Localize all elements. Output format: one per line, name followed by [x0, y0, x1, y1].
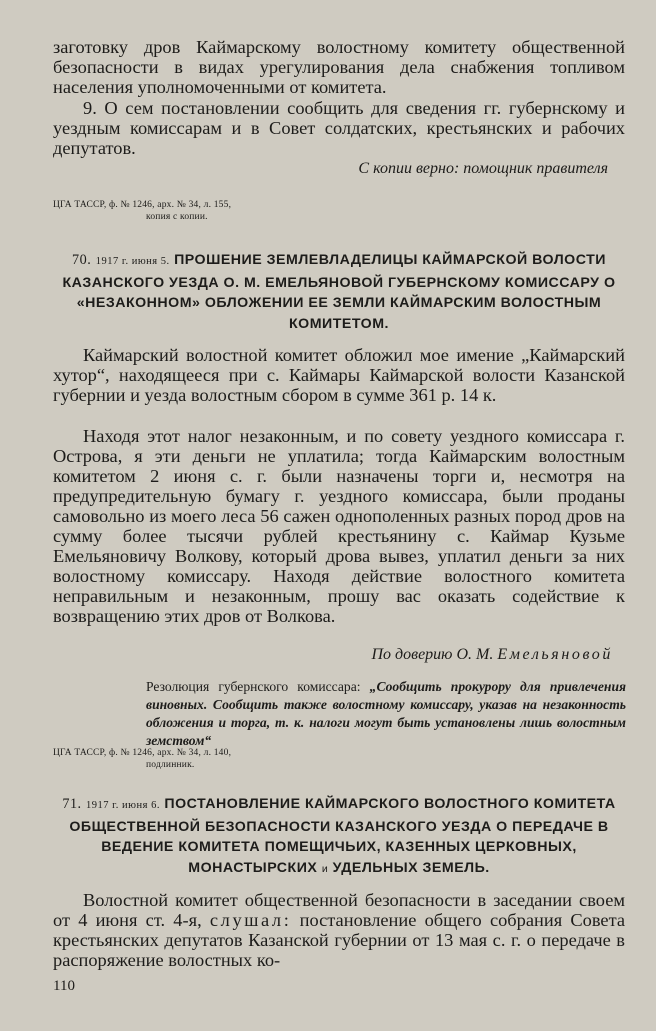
doc71-paragraph [53, 890, 625, 970]
doc70-signature [371, 645, 613, 665]
doc-title: ПРОШЕНИЕ ЗЕМЛЕВЛАДЕЛИЦЫ КАЙМАРСКОЙ ВОЛОСТИ КАЗАНСКОГО УЕЗДА О. М. ЕМЕЛЬЯНОВОЙ ГУБЕРНСКОМУ КОМИССАРУ О «НЕЗАКОННОМ» ОБЛОЖЕНИИ ЕЕ ЗЕМЛИ КАЙМАРСКИМ ВОЛОСТНЫМ КОМИТЕТОМ. [62, 252, 616, 332]
archive-ref-type: подлинник. [146, 760, 195, 770]
page-number: 110 [53, 978, 75, 994]
doc69-archive-source [53, 199, 231, 223]
doc-title: ПОСТАНОВЛЕНИЕ КАЙМАРСКОГО ВОЛОСТНОГО КОМИТЕТА ОБЩЕСТВЕННОЙ БЕЗОПАСНОСТИ КАЗАНСКОГО УЕЗДА О ПЕРЕДАЧЕ В ВЕДЕНИЕ КОМИТЕТА ПОМЕЩИЧЬИХ, КАЗЕННЫХ ЦЕРКОВНЫХ, МОНАСТЫРСКИХ [69, 796, 616, 876]
doc69-signature: С копии верно: помощник правителя [358, 160, 608, 177]
doc-date: 1917 г. июня 5. [95, 256, 170, 267]
doc69-point-9: 9. О сем постановлении сообщить для сведения гг. губернскому и уездным комиссарам и в Совет солдатских, крестьянских и рабочих депутатов. [53, 98, 625, 158]
doc-number: 70. [72, 252, 92, 268]
archive-ref: ЦГА ТАССР, ф. № 1246, арх. № 34, л. 140, [53, 748, 232, 758]
doc-date: 1917 г. июня 6. [86, 800, 160, 811]
doc70-archive-source [53, 747, 231, 771]
doc70-heading [53, 250, 625, 334]
para-start: Волостной комитет общественной безопасности в заседании своем от 4 июня ст. 4-я, [53, 890, 625, 930]
archive-ref: ЦГА ТАССР, ф. № 1246, арх. № 34, л. 155, [53, 200, 232, 210]
signature-name: Емельяновой [497, 646, 613, 663]
resolution-text: „Сообщить прокурору для привлечения виновных. Сообщить также волостному комиссару, указав на незаконность обложения и торга, т. к. налоги могут быть установлены лишь волостным земством“ [146, 679, 627, 748]
doc70-paragraph-1: Каймарский волостной комитет обложил мое имение „Каймарский хутор“, находящееся при с. Каймары Каймарской волости Казанской губернии и уезда волостным сбором в сумме 361 р. 14 к. [53, 345, 625, 405]
doc69-text: заготовку дров Каймарскому волостному комитету общественной безопасности в видах урегулирования дела снабжения топливом населения уполномоченными от комитета. [53, 37, 625, 97]
archive-ref-type: копия с копии. [146, 212, 208, 222]
doc70-resolution [146, 678, 626, 750]
para-end: постановление общего собрания Совета крестьянских депутатов Казанской губернии от 13 мая с. г. о передаче в распоряжение волостных ко- [53, 910, 625, 970]
doc-title-end: УДЕЛЬНЫХ ЗЕМЕЛЬ. [332, 859, 490, 876]
resolution-label: Резолюция губернского комиссара: [146, 679, 361, 694]
doc70-paragraph-2: Находя этот налог незаконным, и по совету уездного комиссара г. Острова, я эти деньги не уплатила; тогда Каймарским волостным комитетом 2 июня с. г. были назначены торги и, несмотря на предупредительную бумагу г. уездного комиссара, были проданы самовольно из моего леса 56 сажен однополенных разных пород дров на сумму более тысячи рублей крестьянину с. Каймар Кузьме Емельяновичу Волкову, который дрова вывез, уплатил деньги за них волостному комиссару. Находя действие волостного комитета неправильным и незаконным, прошу вас оказать содействие к возвращению этих дров от Волкова. [53, 426, 625, 626]
signature-prefix: По доверию О. М. [371, 646, 494, 663]
doc71-heading [53, 794, 625, 879]
doc-title-conjunction: и [321, 862, 329, 875]
doc-number: 71. [62, 796, 82, 812]
para-spaced-word: слушал: [209, 910, 292, 930]
